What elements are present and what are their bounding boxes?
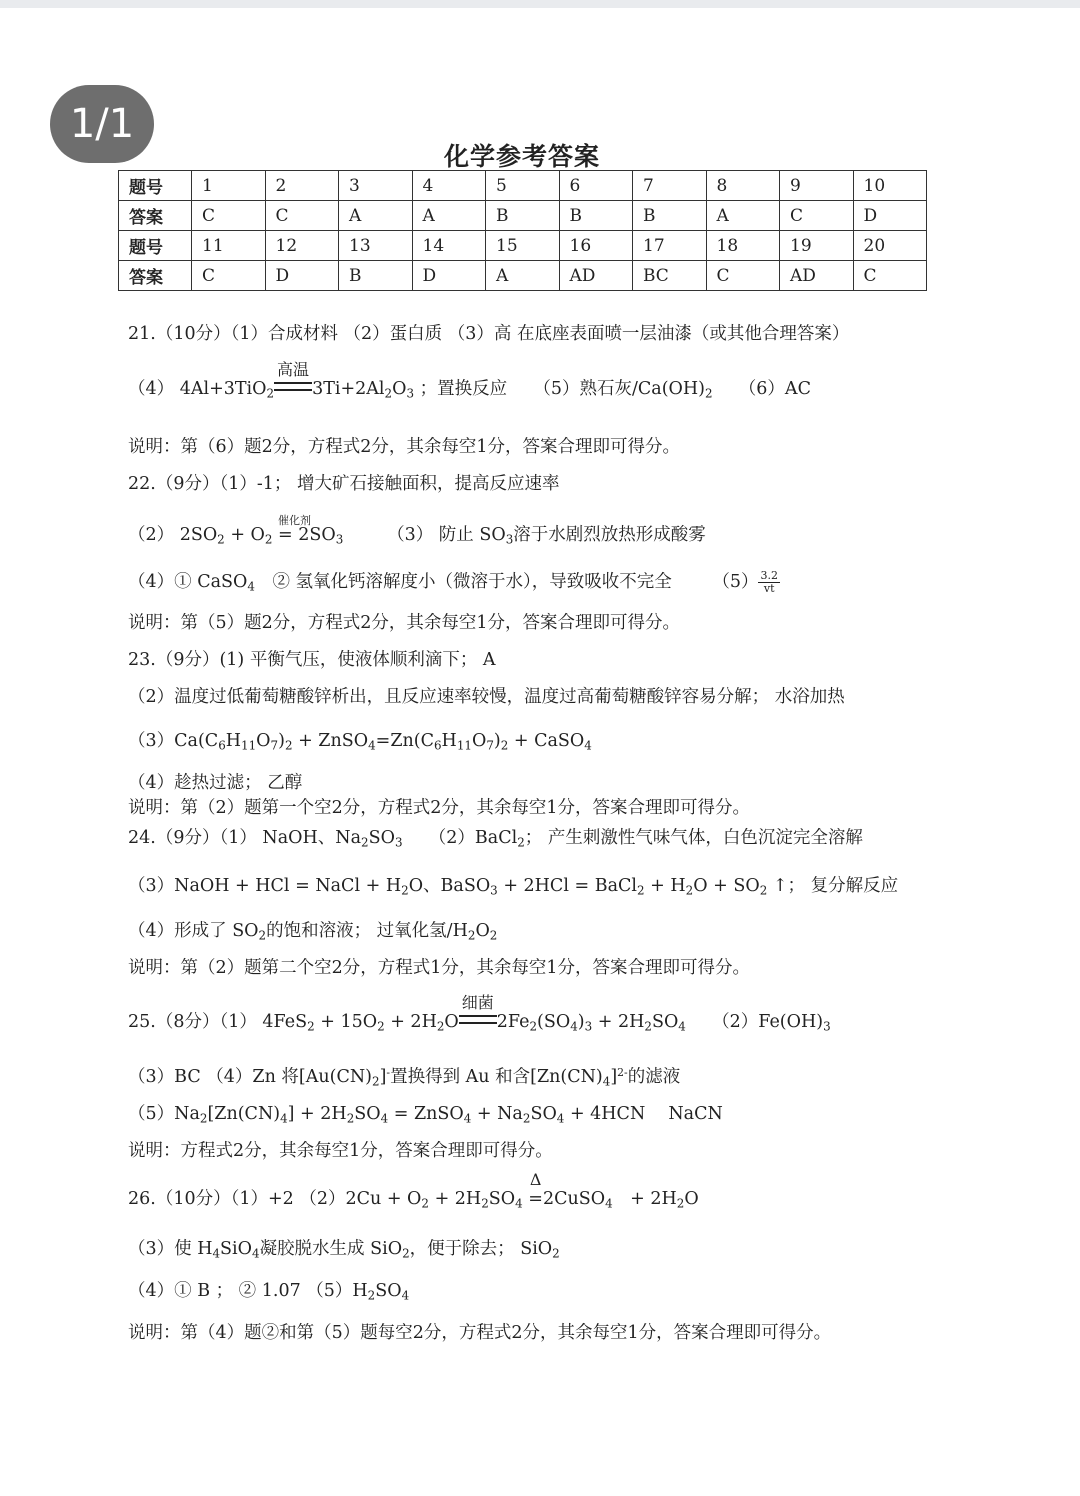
condition-catalyst: 催化剂 = <box>278 514 312 545</box>
answer-table-cell: 18 <box>706 231 780 261</box>
answer-table-cell: D <box>412 261 486 291</box>
q25-line-3: $(5)Na_2[Zn(CN)_4] + 2H_2SO_4$ = ZnSO$_4$ + $Na_2SO_4 + 4HCN$ NaCN <box>128 1104 723 1126</box>
row-header: 题号 <box>119 231 192 261</box>
condition-bacteria: 细菌 <box>459 1010 497 1034</box>
q21-line-2: （4） 4Al+3TiO$_2$ 高温 $3Ti+2Al_2O_3$ ；置换反应 （5）熟石灰$/Ca(OH)_2$ （6）AC <box>128 360 811 401</box>
q23-line-3: $(3)Ca(C_6H_{11}O_7)_2$ + $ZnSO_4=Zn(C_6H_{11}O_7)_2$ + CaSO$_4$ <box>128 731 592 753</box>
answer-table-cell: 2 <box>265 171 339 201</box>
answer-table-cell: 16 <box>559 231 633 261</box>
q22-line-1: 22.（9分）（1）-1； 增大矿石接触面积，提高反应速率 <box>128 474 560 494</box>
answer-table <box>118 170 927 291</box>
answer-table-cell: D <box>853 201 927 231</box>
q25-note: 说明：方程式2分，其余每空1分，答案合理即可得分。 <box>128 1141 553 1161</box>
q24-line-2: （3）NaOH + HCl = NaCl + $H_2O$、BaSO$_3$ + 2HCl = BaCl$_2$ + $H_2O + SO_2$ ↑； 复分解反应 <box>128 876 899 898</box>
row-header: 题号 <box>119 171 192 201</box>
answer-table-cell: A <box>339 201 413 231</box>
answer-table-cell: 10 <box>853 171 927 201</box>
answer-table-cell: C <box>706 261 780 291</box>
q21-line-1: 21.（10分）（1）合成材料 （2）蛋白质 （3）高 在底座表面喷一层油漆（或其他合理答案） <box>128 324 850 344</box>
answer-table-cell: 4 <box>412 171 486 201</box>
q23-line-1: 23.（9分）(1) 平衡气压，使液体顺利滴下； A <box>128 650 496 670</box>
answer-table-cell: B <box>486 201 560 231</box>
q23-line-2: （2）温度过低葡萄糖酸锌析出，且反应速率较慢，温度过高葡萄糖酸锌容易分解； 水浴加热 <box>128 687 845 707</box>
answer-table-cell: B <box>339 261 413 291</box>
q24-note: 说明：第（2）题第二个空2分，方程式1分，其余每空1分，答案合理即可得分。 <box>128 958 751 978</box>
answer-table-cell: A <box>412 201 486 231</box>
condition-heat: Δ = <box>528 1170 543 1209</box>
answer-table-cell: A <box>486 261 560 291</box>
answer-table-cell: AD <box>780 261 854 291</box>
answer-table-cell: 12 <box>265 231 339 261</box>
answer-table-cell: 5 <box>486 171 560 201</box>
answer-table-cell: 11 <box>192 231 266 261</box>
q22-line-3: （4）① CaSO$_4$ ② 氢氧化钙溶解度小（微溶于水），导致吸收不完全 （5） $\frac{3.2}{vt}$ <box>128 569 778 595</box>
q26-line-1: 26.（10分）（1）+2 $(2)2Cu + O_2 + 2H_2SO_4$ Δ =2CuSO$_4$ + $2H_2O$ <box>128 1170 699 1211</box>
q25-line-1: 25.（8分）（1） $4FeS_2 + 15O_2 + 2H_2O$ 细菌 $2Fe_2(SO_4)_3 + 2H_2SO_4$ $(2)Fe(OH)_3$ <box>128 993 831 1034</box>
q23-note: 说明：第（2）题第一个空2分，方程式2分，其余每空1分，答案合理即可得分。 <box>128 798 751 818</box>
answer-table-cell: 9 <box>780 171 854 201</box>
answer-table-cell: 7 <box>633 171 707 201</box>
q25-line-2: （3）BC （4）Zn 将$[Au(CN)_2]^-$置换得到 Au 和含$[Zn(CN)_4]^{2-}$的滤液 <box>128 1066 681 1089</box>
answer-table-cell: C <box>265 201 339 231</box>
q22-note: 说明：第（5）题2分，方程式2分，其余每空1分，答案合理即可得分。 <box>128 613 681 633</box>
answer-table-cell: B <box>559 201 633 231</box>
row-header: 答案 <box>119 201 192 231</box>
page-indicator-badge[interactable]: 1/1 <box>50 85 154 163</box>
answer-table-cell: 1 <box>192 171 266 201</box>
fraction: $\frac{3.2}{vt}$ <box>760 569 778 595</box>
answer-table-cell: 14 <box>412 231 486 261</box>
q23-line-4: （4）趁热过滤； 乙醇 <box>128 773 303 793</box>
answer-table-cell: 6 <box>559 171 633 201</box>
top-strip <box>0 0 1080 8</box>
q24-line-1: 24.（9分）（1） NaOH、$Na_2SO_3$ （2）BaCl$_2$； 产生刺激性气味气体，白色沉淀完全溶解 <box>128 828 863 850</box>
answer-table-cell: B <box>633 201 707 231</box>
condition-high-temperature: 高温 <box>274 377 312 401</box>
page-title: 化学参考答案 <box>443 142 600 171</box>
answer-table-cell: 15 <box>486 231 560 261</box>
answer-table-cell: 8 <box>706 171 780 201</box>
answer-table-row <box>119 201 927 231</box>
answer-table-cell: C <box>192 261 266 291</box>
answer-table-cell: 20 <box>853 231 927 261</box>
answer-table-cell: A <box>706 201 780 231</box>
answer-table-cell: C <box>853 261 927 291</box>
q26-note: 说明：第（4）题②和第（5）题每空2分，方程式2分，其余每空1分，答案合理即可得分。 <box>128 1323 832 1343</box>
q24-line-3: （4）形成了 $SO_2$的饱和溶液； 过氧化氢$/H_2O_2$ <box>128 921 498 943</box>
q22-line-2: （2） $2SO_2 + O_2$ 催化剂 = $2SO_3$ （3） 防止 $SO_3$溶于水剧烈放热形成酸雾 <box>128 514 706 547</box>
q26-line-2: （3）使 $H_4SiO_4$凝胶脱水生成 SiO$_2$，便于除去； SiO$_2$ <box>128 1239 560 1261</box>
answer-table-cell: C <box>780 201 854 231</box>
answer-table-cell: 3 <box>339 171 413 201</box>
answer-table-row <box>119 171 927 201</box>
answer-table-cell: 17 <box>633 231 707 261</box>
row-header: 答案 <box>119 261 192 291</box>
answer-table-cell: BC <box>633 261 707 291</box>
answer-table-cell: D <box>265 261 339 291</box>
q26-line-3: （4）① B ； ② 1.07 $(5)H_2SO_4$ <box>128 1281 410 1303</box>
answer-table-cell: 19 <box>780 231 854 261</box>
answer-table-cell: 13 <box>339 231 413 261</box>
answer-table-cell: AD <box>559 261 633 291</box>
answer-table-row <box>119 231 927 261</box>
q21-note: 说明：第（6）题2分，方程式2分，其余每空1分，答案合理即可得分。 <box>128 437 681 457</box>
answer-table-cell: C <box>192 201 266 231</box>
answer-table-row <box>119 261 927 291</box>
